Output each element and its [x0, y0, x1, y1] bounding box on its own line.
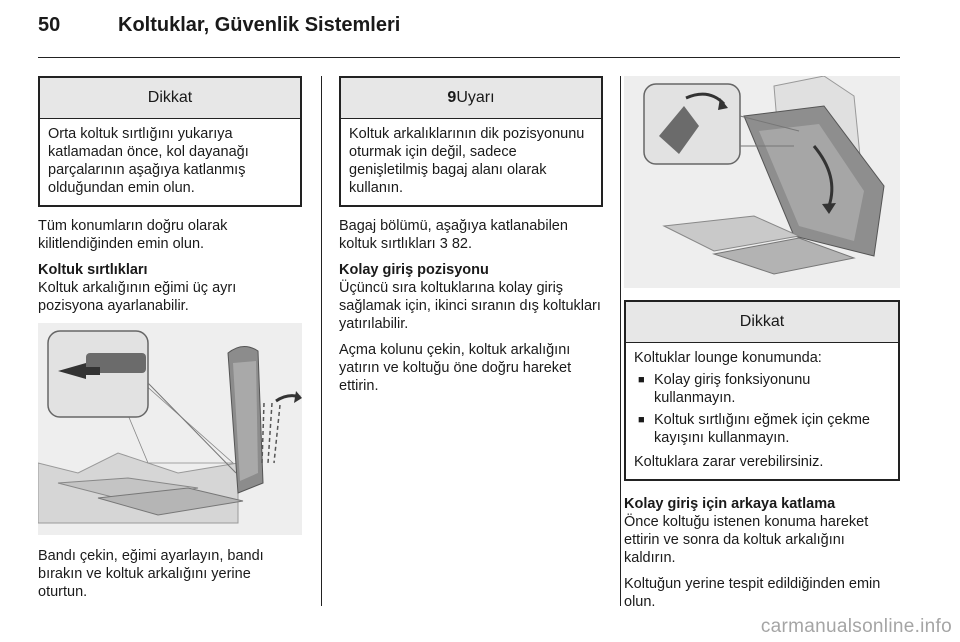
- lock-check-text: Tüm konumların doğru olarak kilitlendiğinden emin olun.: [38, 218, 228, 252]
- release-lever-text: Açma kolunu çekin, koltuk arkalığını yatırın ve koltuğu öne doğru hareket ettirin.: [339, 342, 572, 394]
- page-reference-icon: 3: [439, 236, 448, 252]
- notice-body: [626, 343, 898, 479]
- column-2: [339, 76, 603, 403]
- column-3: [624, 76, 900, 619]
- notice-box: [624, 300, 900, 481]
- seat-recline-drawing: [38, 323, 302, 535]
- column-1: [38, 76, 302, 609]
- warning-icon: 9: [447, 89, 457, 106]
- section-text: Koltuk arkalığının eğimi üç ayrı pozisyona ayarlanabilir.: [38, 280, 237, 314]
- easy-entry-text: Üçüncü sıra koltuklarına kolay giriş sağlamak için, ikinci sıranın dış koltukları yatırılabilir.: [339, 280, 601, 332]
- page-header: [38, 14, 400, 37]
- backrest-section: [38, 261, 302, 315]
- header-rule: [38, 57, 900, 58]
- page-title: Koltuklar, Güvenlik Sistemleri: [118, 14, 401, 36]
- notice-list: [634, 371, 890, 447]
- notice-title: Dikkat: [40, 78, 300, 119]
- warning-box: [339, 76, 603, 207]
- warning-body: [341, 119, 601, 205]
- section-heading: Koltuk sırtlıkları: [38, 262, 148, 278]
- notice-intro: Koltuklar lounge konumunda:: [634, 350, 822, 366]
- warning-text: Koltuk arkalıklarının dik pozisyonunu oturmak için değil, sadece genişletilmiş bagaj alanı olarak kullanın.: [349, 126, 585, 196]
- page-reference: 82.: [447, 236, 472, 252]
- list-item: ■ Kolay giriş fonksiyonunu kullanmayın.: [634, 371, 890, 407]
- page-number: 50: [38, 14, 61, 36]
- seat-fold-back-drawing: [624, 76, 900, 288]
- column-divider-2: [620, 76, 621, 606]
- seat-fold-back-illustration: [624, 76, 900, 288]
- watermark: carmanualsonline.info: [760, 616, 952, 637]
- fold-back-text: Önce koltuğu istenen konuma hareket ettirin ve sonra da koltuk arkalığını kaldırın.: [624, 514, 869, 566]
- lock-confirm-text: Koltuğun yerine tespit edildiğinden emin olun.: [624, 576, 881, 610]
- easy-entry-section: [339, 261, 603, 333]
- section-heading: Kolay giriş pozisyonu: [339, 262, 489, 278]
- notice-text: Orta koltuk sırtlığını yukarıya katlamadan önce, kol dayanağı parçalarının aşağıya katlanmış olduğundan emin olun.: [48, 126, 249, 196]
- fold-back-section: [624, 495, 900, 567]
- recline-caption: Bandı çekin, eğimi ayarlayın, bandı bırakın ve koltuk arkalığını yerine oturtun.: [38, 548, 264, 600]
- seat-recline-illustration: [38, 323, 302, 535]
- warning-title: 9Uyarı: [341, 78, 601, 119]
- column-divider-1: [321, 76, 322, 606]
- notice-title: Dikkat: [626, 302, 898, 343]
- cargo-text: Bagaj bölümü, aşağıya katlanabilen koltuk sırtlıkları 3 82.: [339, 218, 568, 252]
- notice-outro: Koltuklara zarar verebilirsiniz.: [634, 454, 824, 470]
- notice-body: [40, 119, 300, 205]
- section-heading: Kolay giriş için arkaya katlama: [624, 496, 836, 512]
- list-item: ■ Koltuk sırtlığını eğmek için çekme kayışını kullanmayın.: [634, 411, 890, 447]
- notice-box: [38, 76, 302, 207]
